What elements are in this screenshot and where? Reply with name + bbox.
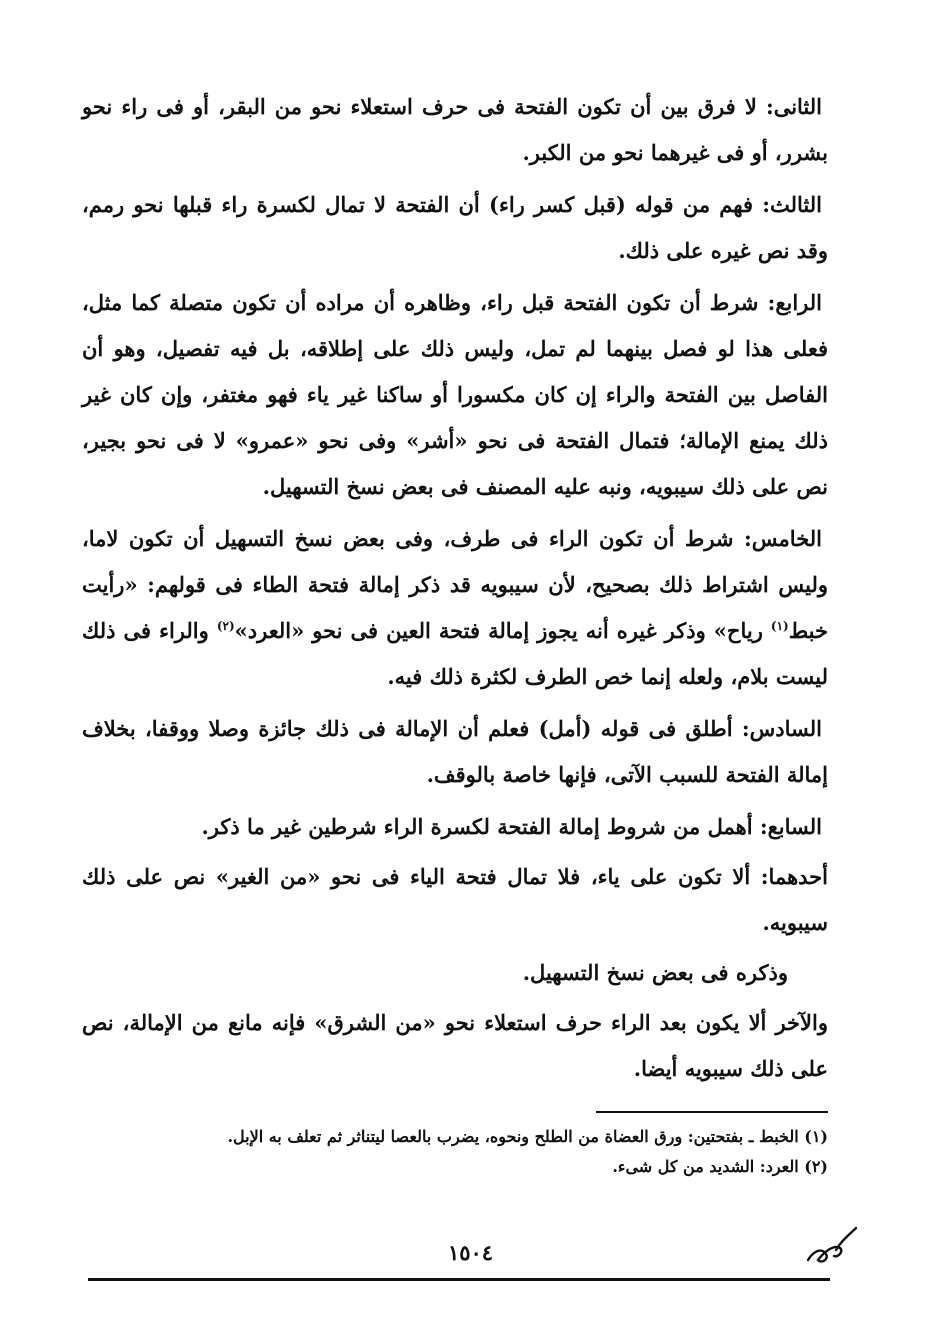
paragraph-text: شرط أن تكون الفتحة قبل راء، وظاهره أن مراده أن تكون متصلة كما مثل، فعلى هذا لو فصل بينهما لم تمل، وليس ذلك على إطلاقه، بل فيه تفصيل، وهو أن الفاصل بين الفتحة والراء إن كان مكسورا أو ساكنا غير ياء فهو مغتفر، وإن كان غير ذلك يمنع الإمالة؛ فتمال الفتحة فى نحو «أشر» وفى نحو «عمرو» لا فى نحو بجير، نص على ذلك سيبويه، ونبه عليه المصنف فى بعض نسخ التسهيل. — [82, 290, 828, 499]
paragraph-text: لا فرق بين أن تكون الفتحة فى حرف استعلاء نحو من البقر، أو فى راء نحو بشرر، أو فى غيرهما نحو من الكبر. — [82, 94, 828, 165]
footnote-2: (٢) العرد: الشديد من كل شىء. — [612, 1157, 828, 1176]
page-number: ١٥٠٤ — [447, 1240, 494, 1265]
paragraph-sixth — [82, 706, 828, 798]
paragraph-note — [82, 950, 828, 996]
paragraph-text: أحدهما: ألا تكون على ياء، فلا تمال فتحة الياء فى نحو «من الغير» نص على ذلك سيبويه. — [82, 864, 828, 935]
footnote-marker-1: (١) — [770, 619, 789, 633]
paragraph-fourth — [82, 280, 828, 510]
paragraph-text: وذكره فى بعض نسخ التسهيل. — [522, 960, 788, 985]
paragraph-text: فهم من قوله (قبل كسر راء) أن الفتحة لا تمال لكسرة راء قبلها نحو رمم، وقد نص غيره على ذلك. — [82, 192, 828, 263]
main-text — [82, 84, 828, 1092]
paragraph-text: والآخر ألا يكون بعد الراء حرف استعلاء نحو «من الشرق» فإنه مانع من الإمالة، نص على ذلك سيبويه أيضا. — [82, 1010, 828, 1081]
paragraph-lead: الخامس: — [744, 526, 822, 551]
paragraph-text: أهمل من شروط إمالة الفتحة لكسرة الراء شرطين غير ما ذكر. — [201, 814, 753, 839]
footnote-1: (١) الخبط ـ بفتحتين: ورق العضاة من الطلح ونحوه، يضرب بالعصا ليتناثر ثم تعلف به الإبل. — [227, 1127, 828, 1146]
paragraph-lead: السادس: — [741, 716, 823, 741]
footnote-separator — [596, 1111, 828, 1113]
paragraph-third — [82, 182, 828, 274]
paragraph-second-condition — [82, 1000, 828, 1092]
paragraph-lead: السابع: — [759, 814, 822, 839]
paragraph-lead: الثانى: — [765, 94, 823, 119]
paragraph-lead: الرابع: — [767, 290, 822, 315]
footnote-marker-2: (٢) — [216, 619, 235, 633]
paragraph-text: والراء فى ذلك ليست بلام، ولعله إنما خص الطرف لكثرة ذلك فيه. — [82, 618, 828, 689]
paragraph-text: أطلق فى قوله (أمل) فعلم أن الإمالة فى ذلك جائزة وصلا ووقفا، بخلاف إمالة الفتحة للسبب الآتى، فإنها خاصة بالوقف. — [82, 716, 828, 787]
paragraph-seventh — [82, 804, 828, 850]
paragraph-first-condition — [82, 854, 828, 946]
paragraph-fifth — [82, 516, 828, 700]
paragraph-second — [82, 84, 828, 176]
paragraph-lead: الثالث: — [762, 192, 823, 217]
bottom-rule — [88, 1278, 830, 1281]
paragraph-text: شرط أن تكون الراء فى طرف، وفى بعض نسخ التسهيل أن تكون لاما، وليس اشتراط ذلك بصحيح، لأن سيبويه قد ذكر إمالة فتحة الطاء فى قولهم: «رأيت خبط — [82, 526, 828, 643]
paragraph-text: رياح» وذكر غيره أنه يجوز إمالة فتحة العين فى نحو «العرد» — [234, 618, 771, 643]
footnotes — [82, 1122, 828, 1182]
